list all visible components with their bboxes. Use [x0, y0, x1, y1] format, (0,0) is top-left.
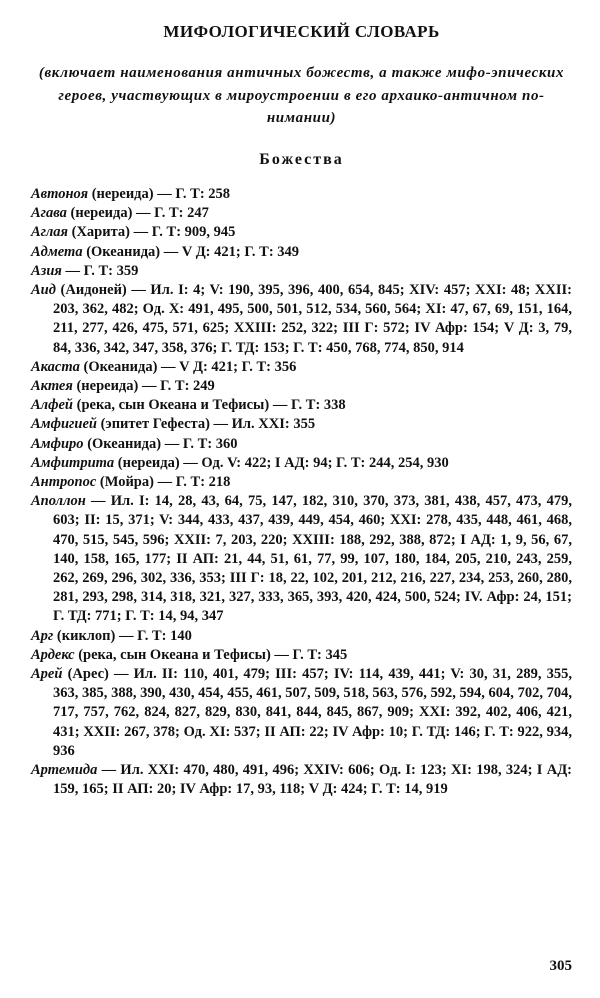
dictionary-entry [31, 627, 572, 646]
page-number: 305 [549, 958, 572, 974]
section-title: Божества [259, 151, 344, 168]
page-subtitle [31, 62, 572, 130]
dictionary-entry [31, 358, 572, 377]
dictionary-entry [31, 377, 572, 396]
entry-text: (Аидоней) — Ил. I: 4; V: 190, 395, 396, 400, 654, 845; XIV: 457; XXI: 48; XXII: 203, 362, 482; Од. X: 491, 495, 500, 501, 512, 534, 560, 564; XI: 47, 67, 69, 151, 164, 211, 277, 426, 475, 571, 625; XXIII: 252, 322; III Г: 572; IV Афр: 154; V Д: 3, 79, 84, 336, 342, 347, 358, 376; Г. ТД: 153; Г. Т: 450, 768, 774, 850, 914 [53, 282, 572, 356]
entry-text: (нереида) — Од. V: 422; I АД: 94; Г. Т: 244, 254, 930 [114, 454, 449, 471]
entry-name: Актея [31, 378, 73, 395]
entry-name: Агава [31, 205, 67, 222]
dictionary-entry [31, 665, 572, 761]
dictionary-entry [31, 223, 572, 242]
entry-name: Аид [31, 282, 56, 299]
entry-name: Азия [31, 262, 62, 279]
entry-text: (Харита) — Г. Т: 909, 945 [68, 224, 236, 241]
dictionary-entry [31, 492, 572, 626]
subtitle-line: нимании) [266, 110, 337, 126]
entry-name: Амфиро [31, 435, 84, 452]
entry-text: (река, сын Океана и Тефисы) — Г. Т: 338 [73, 397, 346, 414]
entry-text: (нереида) — Г. Т: 247 [66, 205, 209, 222]
entry-name: Аполлон [31, 493, 86, 510]
entry-text: (Океанида) — Г. Т: 360 [83, 435, 238, 452]
page-title: МИФОЛОГИЧЕСКИЙ СЛОВАРЬ [163, 22, 440, 41]
entry-text: (нереида) — Г. Т: 249 [72, 378, 215, 395]
entry-text: — Ил. I: 14, 28, 43, 64, 75, 147, 182, 310, 370, 373, 381, 438, 457, 473, 479, 603; II: 15, 371; V: 344, 433, 437, 439, 449, 454, 460; XXI: 278, 435, 448, 461, 468, 470, 515, 545, 596; XXII: 7, 203, 220; XXIII: 188, 292, 388, 872; I АД: 1, 9, 56, 67, 140, 158, 165, 177; II АП: 21, 44, 51, 61, 77, 99, 107, 180, 184, 205, 210, 243, 259, 262, 269, 296, 302, 336, 353; III Г: 18, 22, 102, 201, 212, 216, 227, 234, 253, 260, 280, 281, 293, 298, 314, 318, 321, 327, 333, 365, 393, 420, 424, 500, 524; IV. Афр: 24, 151; Г. ТД: 771; Г. Т: 14, 94, 347 [53, 493, 572, 625]
dictionary-entry [31, 243, 572, 262]
entry-text: (река, сын Океана и Тефисы) — Г. Т: 345 [74, 646, 348, 663]
dictionary-entry [31, 262, 572, 281]
entry-text: (киклоп) — Г. Т: 140 [53, 627, 192, 644]
entry-name: Арей [31, 666, 63, 683]
entry-text: (эпитет Гефеста) — Ил. XXI: 355 [96, 416, 316, 433]
entry-text: — Ил. XXI: 470, 480, 491, 496; XXIV: 606; Од. I: 123; XI: 198, 324; I АД: 159, 165; II АП: 20; IV Афр: 17, 93, 118; V Д: 424; Г. Т: 14, 919 [53, 762, 572, 798]
dictionary-entry [31, 435, 572, 454]
entry-text: (Мойра) — Г. Т: 218 [96, 474, 231, 491]
entry-text: (Океанида) — V Д: 421; Г. Т: 356 [79, 358, 297, 375]
dictionary-entry [31, 396, 572, 415]
entry-list [31, 185, 572, 800]
dictionary-entry [31, 185, 572, 204]
entry-name: Адмета [31, 243, 83, 260]
entry-name: Аглая [31, 224, 68, 241]
dictionary-entry [31, 646, 572, 665]
dictionary-entry [31, 204, 572, 223]
entry-text: — Г. Т: 359 [61, 262, 139, 279]
dictionary-page [31, 0, 572, 998]
entry-name: Артемида [31, 762, 98, 779]
entry-text: (Арес) — Ил. II: 110, 401, 479; III: 457; IV: 114, 439, 441; V: 30, 31, 289, 355, 363, 385, 388, 390, 430, 454, 455, 461, 507, 509, 518, 563, 576, 592, 594, 604, 702, 704, 717, 757, 762, 824, 827, 829, 830, 841, 844, 845, 867, 909; XXI: 392, 402, 406, 421, 431; XXII: 267, 378; Од. XI: 537; II АП: 22; IV Афр: 10; Г. ТД: 146; Г. Т: 922, 934, 936 [53, 666, 572, 759]
subtitle-line: героев, участвующих в мироустроении в его архаико-античном по- [58, 87, 545, 104]
entry-text: (нереида) — Г. Т: 258 [88, 186, 231, 202]
dictionary-entry [31, 473, 572, 492]
dictionary-entry [31, 454, 572, 473]
entry-name: Алфей [31, 397, 73, 414]
entry-name: Амфитрита [31, 454, 115, 471]
entry-name: Автоноя [31, 186, 89, 202]
entry-name: Антропос [31, 474, 97, 491]
dictionary-entry [31, 281, 572, 358]
dictionary-entry [31, 415, 572, 434]
entry-name: Ардекс [31, 646, 75, 663]
entry-name: Арг [31, 627, 54, 644]
entry-name: Амфигией [31, 416, 97, 433]
entry-text: (Океанида) — V Д: 421; Г. Т: 349 [82, 243, 300, 260]
subtitle-line: (включает наименования античных божеств, а также мифо-эпических [38, 65, 565, 81]
dictionary-entry [31, 761, 572, 799]
entry-name: Акаста [31, 358, 80, 375]
